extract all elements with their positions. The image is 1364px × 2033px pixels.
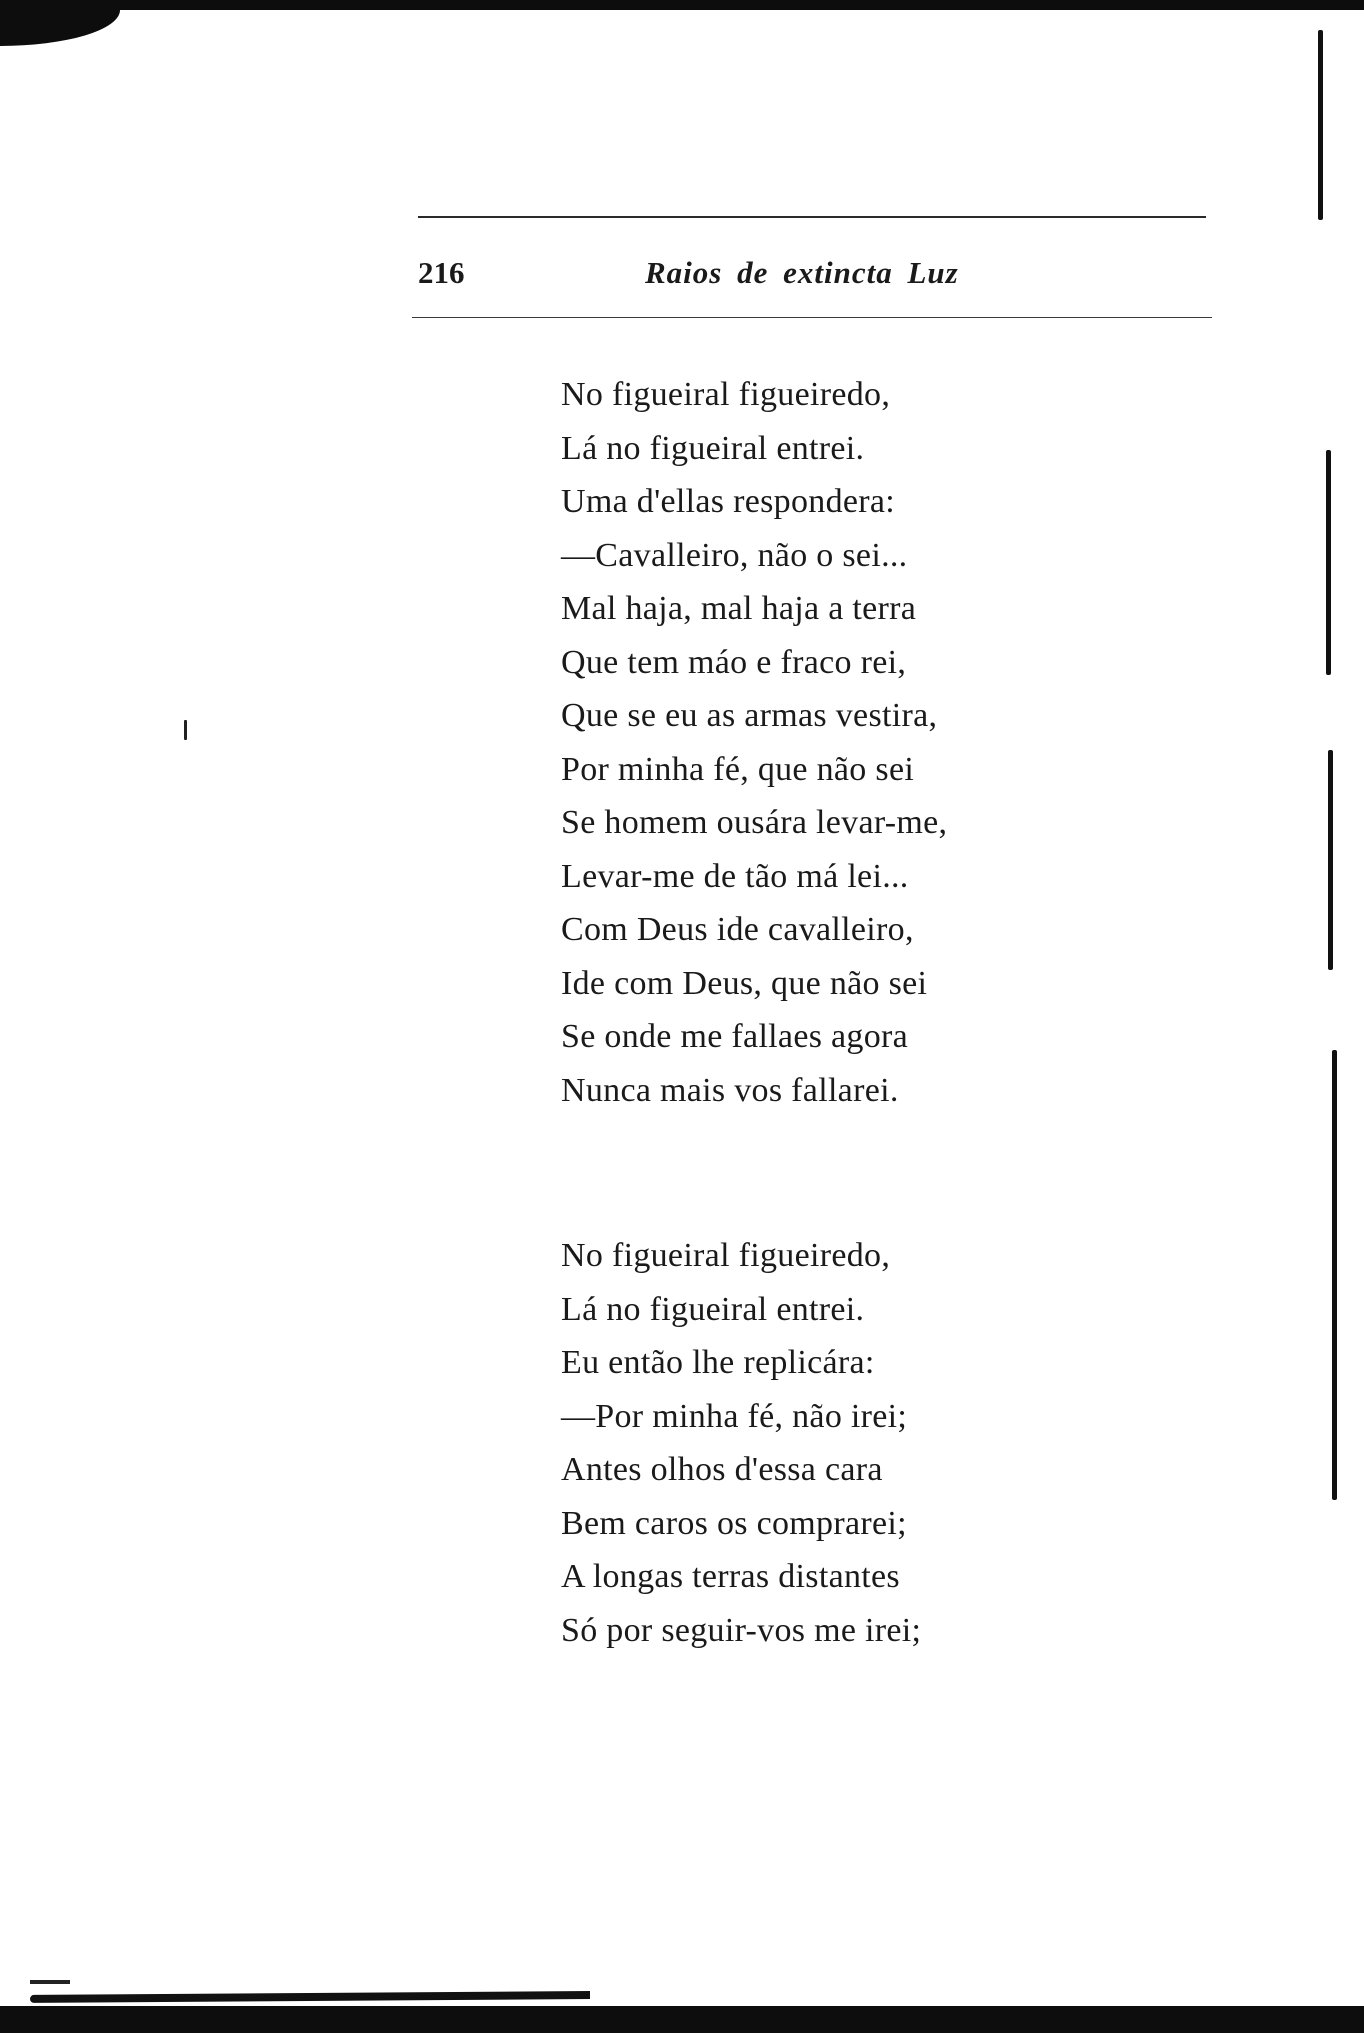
verse-line: Com Deus ide cavalleiro, [561, 911, 914, 948]
running-title: Raios de extincta Luz [645, 255, 959, 290]
verse-line: Ide com Deus, que não sei [561, 964, 928, 1002]
verse-line: Se homem ousára levar-me, [561, 804, 948, 841]
stanza-1 [561, 368, 947, 1117]
margin-mark-2 [1326, 450, 1331, 675]
verse-line: Lá no figueiral entrei. [561, 429, 865, 467]
verse-line: Eu então lhe replicára: [561, 1344, 875, 1381]
scan-streak-small [30, 1980, 70, 1984]
verse-line: Antes olhos d'essa cara [561, 1451, 883, 1488]
header-rule-bottom [412, 317, 1212, 318]
scan-streak [30, 1991, 590, 2003]
verse-line: Que tem máo e fraco rei, [561, 643, 907, 681]
stanza-2 [561, 1229, 921, 1657]
verse-line: Por minha fé, que não sei [561, 750, 915, 788]
margin-mark-1 [1318, 30, 1323, 220]
verse-line: No figueiral figueiredo, [561, 376, 891, 413]
verse-line: Nunca mais vos fallarei. [561, 1071, 899, 1109]
verse-line: No figueiral figueiredo, [561, 1237, 891, 1274]
header-rule-top [418, 216, 1206, 218]
verse-line: Bem caros os comprarei; [561, 1504, 907, 1542]
verse-line: Que se eu as armas vestira, [561, 697, 938, 734]
verse-line: —Cavalleiro, não o sei... [561, 536, 908, 574]
margin-mark-4 [1332, 1050, 1337, 1500]
verse-line: Lá no figueiral entrei. [561, 1290, 865, 1328]
verse-line: A longas terras distantes [561, 1558, 900, 1595]
verse-line: Uma d'ellas respondera: [561, 483, 896, 520]
scan-border-bottom [0, 2006, 1364, 2033]
margin-mark-3 [1328, 750, 1333, 970]
stray-mark [184, 720, 187, 740]
verse-line: Só por seguir-vos me irei; [561, 1611, 922, 1649]
verse-line: Se onde me fallaes agora [561, 1018, 909, 1055]
verse-line: Levar-me de tão má lei... [561, 857, 909, 895]
scan-border-top [0, 0, 1364, 10]
verse-line: —Por minha fé, não irei; [561, 1397, 908, 1435]
page-number: 216 [418, 255, 465, 290]
verse-line: Mal haja, mal haja a terra [561, 590, 917, 627]
scan-border-corner [0, 6, 120, 46]
